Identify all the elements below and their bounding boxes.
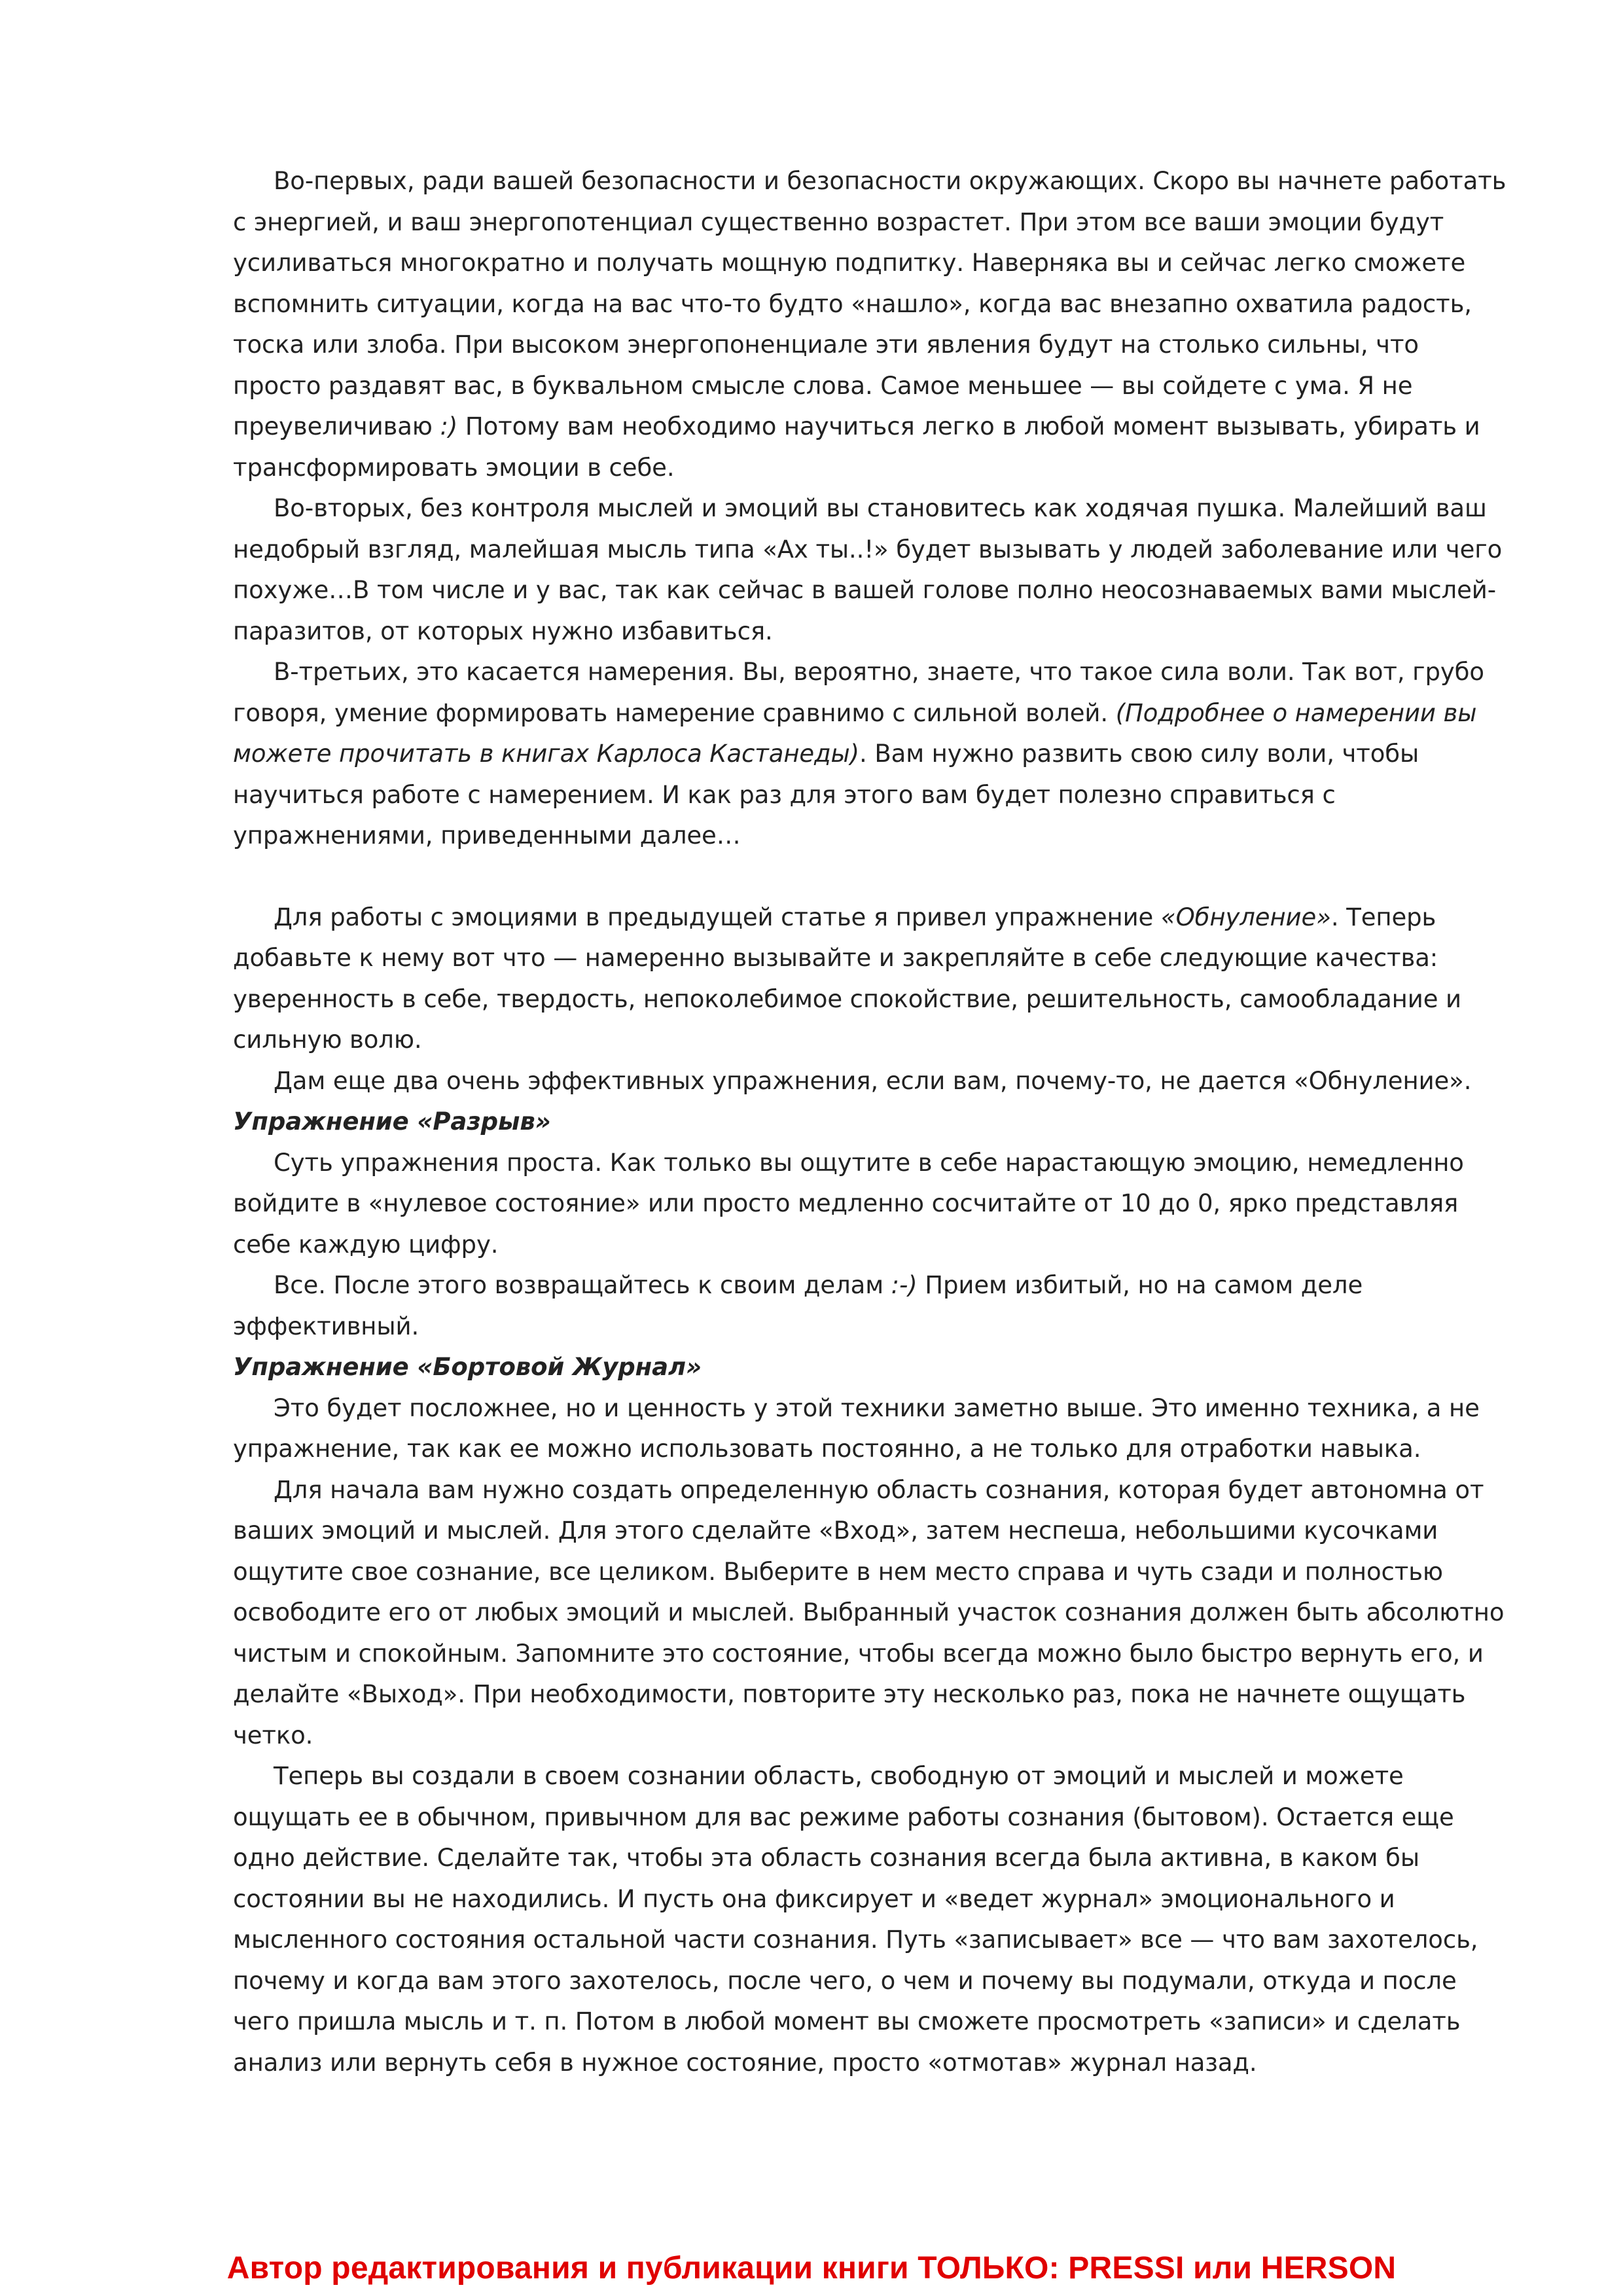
paragraph-two-exercises: Дам еще два очень эффективных упражнения, если вам, почему-то, не дается «Обнуление». [274, 1066, 1472, 1095]
paragraph-third-reason: В-третьих, это касается намерения. Вы, вероятно, знаете, что такое сила воли. Так вот, грубо говоря, умение формировать намерение сравнимо с сильной волей. (Подробнее о намерении вы можете прочитать в книгах Карлоса Кастанеды). Вам нужно развить свою силу воли, чтобы научиться работе с намерением. И как раз для этого вам будет полезно справиться с упражнениями, приведенными далее… [233, 658, 1484, 850]
paragraph-emotions-intro: Для работы с эмоциями в предыдущей статье я привел упражнение «Обнуление». Теперь добавьте к нему вот что — намеренно вызывайте и закрепляйте в себе следующие качества: уверенность в себе, твердость, непоколебимое спокойствие, решительность, самообладание и сильную волю. [233, 903, 1461, 1054]
paragraph-log-setup: Для начала вам нужно создать определенную область сознания, которая будет автономна от ваших эмоций и мыслей. Для этого сделайте «Вход», затем неспеша, небольшими кусочками ощутите свое сознание, все целиком. Выберите в нем место справа и чуть сзади и полностью освободите его от любых эмоций и мыслей. Выбранный участок сознания должен быть абсолютно чистым и спокойным. Запомните это состояние, чтобы всегда можно было быстро вернуть его, и делайте «Выход». При необходимости, повторите эту несколько раз, пока не начнете ощущать четко. [233, 1475, 1505, 1749]
paragraph-log-intro: Это будет посложнее, но и ценность у этой техники заметно выше. Это именно техника, а не упражнение, так как ее можно использовать постоянно, а не только для отработки навыка. [233, 1393, 1480, 1463]
paragraph-first-reason: Во-первых, ради вашей безопасности и безопасности окружающих. Скоро вы начнете работать с энергией, и ваш энергопотенциал существенно возрастет. При этом все ваши эмоции будут усиливаться многократно и получать мощную подпитку. Наверняка вы и сейчас легко сможете вспомнить ситуации, когда на вас что-то будто «нашло», когда вас внезапно охватила радость, тоска или злоба. При высоком энергопоненциале эти явления будут на столько сильны, что просто раздавят вас, в буквальном смысле слова. Самое меньшее — вы сойдете с ума. Я не преувеличиваю :) Потому вам необходимо научиться легко в любой момент вызывать, убирать и трансформировать эмоции в себе. [233, 167, 1507, 482]
paragraph-log-usage: Теперь вы создали в своем сознании область, свободную от эмоций и мыслей и можете ощущать ее в обычном, привычном для вас режиме работы сознания (бытовом). Остается еще одно действие. Сделайте так, чтобы эта область сознания всегда была активна, в каком бы состоянии вы не находились. И пусть она фиксирует и «ведет журнал» эмоционального и мысленного состояния остальной части сознания. Путь «записывает» все — что вам захотелось, почему и когда вам этого захотелось, после чего, о чем и почему вы подумали, откуда и после чего пришла мысль и т. п. Потом в любой момент вы сможете просмотреть «записи» и сделать анализ или вернуть себя в нужное состояние, просто «отмотав» журнал назад. [233, 1762, 1478, 2077]
heading-exercise-break: Упражнение «Разрыв» [233, 1107, 551, 1136]
smiley-emoticon: :) [440, 412, 458, 440]
paragraph-break-essence: Суть упражнения проста. Как только вы ощутите в себе нарастающую эмоцию, немедленно войдите в «нулевое состояние» или просто медленно сосчитайте от 10 до 0, ярко представляя себе каждую цифру. [233, 1148, 1464, 1259]
publisher-watermark: Автор редактирования и публикации книги ТОЛЬКО: PRESSI или HERSON [226, 2251, 1397, 2286]
castaneda-note: (Подробнее о намерении вы можете прочитать в книгах Карлоса Кастанеды) [233, 698, 1477, 768]
paragraph-second-reason: Во-вторых, без контроля мыслей и эмоций вы становитесь как ходячая пушка. Малейший ваш недобрый взгляд, малейшая мысль типа «Ах ты..!» будет вызывать у людей заболевание или чего похуже…В том числе и у вас, так как сейчас в вашей голове полно неосознаваемых вами мыслей-паразитов, от которых нужно избавиться. [233, 494, 1503, 645]
page-body [233, 161, 1509, 2083]
wink-emoticon: :-) [891, 1271, 918, 1299]
paragraph-break-after: Все. После этого возвращайтесь к своим делам :-) Прием избитый, но на самом деле эффективный. [233, 1271, 1363, 1340]
zeroing-exercise-name: «Обнуление» [1160, 903, 1331, 931]
heading-exercise-log: Упражнение «Бортовой Журнал» [233, 1353, 702, 1381]
